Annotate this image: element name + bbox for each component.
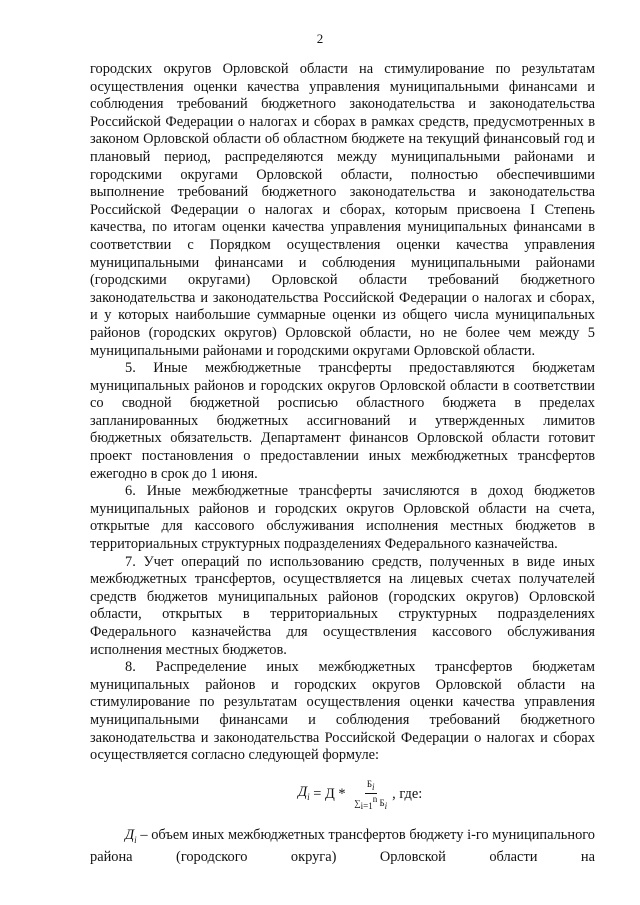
formula-numerator: $Б_i$ [366,778,375,792]
formula-lhs: $Д_i$ [298,783,310,802]
page-number: 2 [316,31,324,46]
paragraph-8: 8. Распределение иных межбюджетных трансфертов бюджетам муниципальных районов и городских округов Орловской области на стимулирование по результатам осуществления оценки качества управления муниципальными финансами и соблюдения требований бюджетного законодательства и законодательства Российской Федерации о налогах и сборах осуществляется согласно следующей формуле: [90,659,595,764]
paragraph-definition [90,827,595,867]
formula-equals: = Д * [309,786,350,803]
document-body [90,61,595,867]
distribution-formula [90,773,595,821]
formula-fraction [352,779,389,812]
paragraph-6: 6. Иные межбюджетные трансферты зачисляются в доход бюджетов муниципальных районов и городских округов Орловской области на счета, открытые для кассового обслуживания исполнения местных бюджетов в территориальных структурных подразделениях Федерального казначейства. [90,483,595,553]
paragraph-continuation: городских округов Орловской области на стимулирование по результатам осуществления оценки качества управления муниципальными финансами и соблюдения требований бюджетного законодательства и законодательства Российской Федерации о налогах и сборах в рамках средств, предусмотренных в законом Орловской области об областном бюджете на текущий финансовый год и плановый период, распределяются между муниципальными районами и городскими округами Орловской области, полностью обеспечившими выполнение требований бюджетного законодательства и законодательства Российской Федерации о налогах и сборах, которым присвоена I Степень качества, по итогам оценки качества управления муниципальных финансами в соответствии с Порядком осуществления оценки качества управления муниципальными финансами и соблюдения муниципальными районами (городскими округами) Орловской области требований бюджетного законодательства и законодательства Российской Федерации о налогах и сборах, и у которых наибольшие суммарные оценки из общего числа муниципальных районов (городских округов) Орловской области, но не более чем между 5 муниципальными районами и городскими округами Орловской области. [90,61,595,359]
paragraph-7: 7. Учет операций по использованию средств, полученных в виде иных межбюджетных трансфертов, осуществляется на лицевых счетах получателей средств бюджетов муниципальных районов (городских округов) Орловской области, открытых в территориальных структурных подразделениях Федерального казначейства для осуществления кассового обслуживания исполнения местных бюджетов. [90,553,595,658]
formula-suffix: , где: [392,786,423,803]
definition-symbol: $Д_i$ [125,826,137,845]
paragraph-5: 5. Иные межбюджетные трансферты предоставляются бюджетам муниципальных районов и городских округов Орловской области в соответствии со сводной бюджетной росписью областного бюджета в пределах запланированных бюджетных ассигнований и утвержденных лимитов бюджетных обязательств. Департамент финансов Орловской области готовит проект постановления о предоставлении иных межбюджетных трансфертов ежегодно в срок до 1 июня. [90,360,595,482]
formula-denominator: $\sum_{i=1}^n$ $Б_i$ [354,793,388,811]
definition-text: – объем иных межбюджетных трансфертов бюджету i-го муниципального района (городского округа) Орловской области на [90,826,595,866]
